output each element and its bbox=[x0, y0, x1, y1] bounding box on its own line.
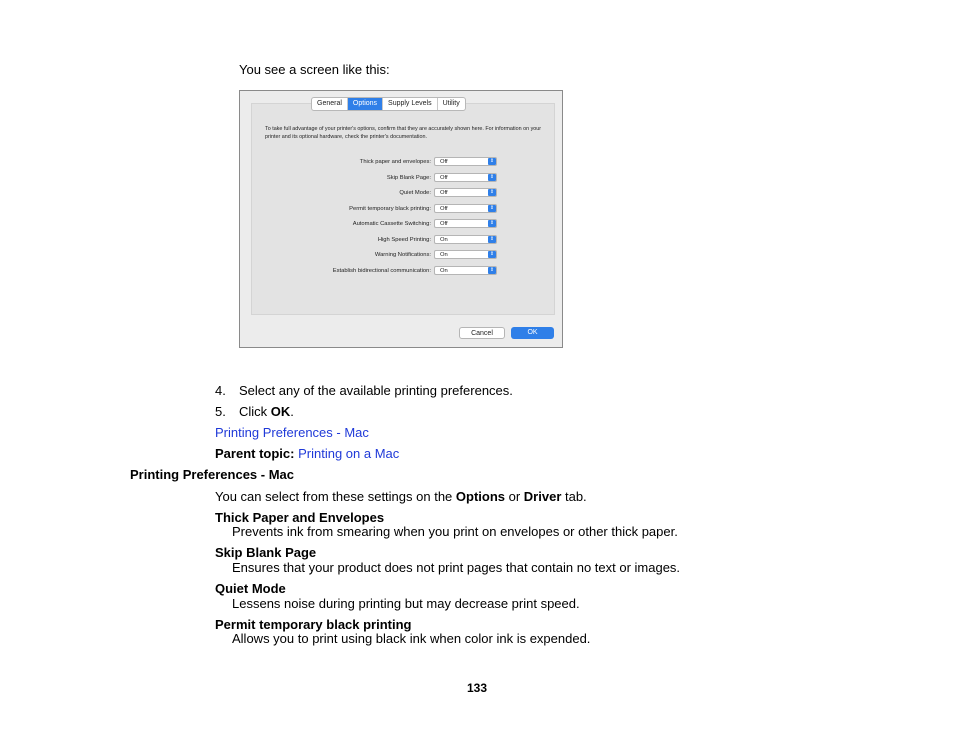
definition-term: Thick Paper and Envelopes bbox=[215, 510, 385, 525]
stepper-arrows-icon: ⇕ bbox=[489, 267, 495, 273]
option-value: On bbox=[440, 237, 448, 243]
intro-text: You see a screen like this: bbox=[239, 62, 390, 77]
cancel-button[interactable]: Cancel bbox=[459, 327, 505, 339]
option-label: Establish bidirectional communication: bbox=[332, 268, 431, 274]
parent-topic bbox=[215, 446, 399, 461]
option-select[interactable] bbox=[434, 235, 497, 244]
stepper-arrows-icon: ⇕ bbox=[489, 158, 495, 164]
stepper-arrows-icon: ⇕ bbox=[489, 174, 495, 180]
option-select[interactable] bbox=[434, 173, 497, 182]
option-row-high-speed bbox=[240, 235, 564, 245]
ok-button[interactable]: OK bbox=[511, 327, 554, 339]
step-number: 4. bbox=[215, 383, 226, 398]
option-label: Skip Blank Page: bbox=[386, 175, 431, 181]
tab-utility[interactable]: Utility bbox=[442, 100, 460, 107]
stepper-arrows-icon: ⇕ bbox=[489, 236, 495, 242]
option-row-quiet-mode bbox=[240, 188, 564, 198]
page-number: 133 bbox=[466, 681, 488, 695]
options-dialog-screenshot bbox=[239, 90, 563, 348]
stepper-arrows-icon: ⇕ bbox=[489, 205, 495, 211]
option-select[interactable] bbox=[434, 250, 497, 259]
option-select[interactable] bbox=[434, 219, 497, 228]
definition-desc: Ensures that your product does not print pages that contain no text or images. bbox=[232, 560, 681, 575]
option-label: Thick paper and envelopes: bbox=[359, 159, 431, 165]
tab-general[interactable]: General bbox=[312, 98, 348, 110]
tab-options[interactable]: Options bbox=[348, 98, 383, 110]
intro-options-tab: Options bbox=[455, 489, 505, 504]
definition-desc: Lessens noise during printing but may decrease print speed. bbox=[232, 596, 580, 611]
intro-post: tab. bbox=[561, 489, 587, 504]
option-label: High Speed Printing: bbox=[377, 237, 431, 243]
dialog-intro-text: To take full advantage of your printer's options, confirm that they are accurately shown here. For information on your printer and its optional hardware, check the printer's documentation. bbox=[265, 126, 542, 140]
option-value: Off bbox=[440, 190, 448, 196]
stepper-arrows-icon: ⇕ bbox=[489, 189, 495, 195]
option-row-warnings bbox=[240, 250, 564, 260]
step-text bbox=[239, 404, 294, 419]
parent-topic-link[interactable]: Printing on a Mac bbox=[298, 446, 400, 461]
tab-bar bbox=[311, 97, 466, 111]
option-value: On bbox=[440, 268, 448, 274]
option-value: Off bbox=[440, 221, 448, 227]
option-label: Automatic Cassette Switching: bbox=[352, 221, 431, 227]
option-select[interactable] bbox=[434, 157, 497, 166]
definition-desc: Prevents ink from smearing when you print on envelopes or other thick paper. bbox=[232, 524, 678, 539]
option-value: Off bbox=[440, 159, 448, 165]
option-label: Warning Notifications: bbox=[374, 252, 431, 258]
intro-mid: or bbox=[505, 489, 524, 504]
tab-supply-levels[interactable]: Supply Levels bbox=[383, 98, 438, 110]
step-number: 5. bbox=[215, 404, 226, 419]
related-topic-link[interactable]: Printing Preferences - Mac bbox=[215, 425, 369, 440]
intro-pre: You can select from these settings on the bbox=[215, 489, 456, 504]
step-text-bold: OK bbox=[270, 404, 291, 419]
stepper-arrows-icon: ⇕ bbox=[489, 251, 495, 257]
stepper-arrows-icon: ⇕ bbox=[489, 220, 495, 226]
option-row-bidirectional bbox=[240, 266, 564, 276]
option-value: On bbox=[440, 252, 448, 258]
definition-term: Skip Blank Page bbox=[215, 545, 317, 560]
intro-driver-tab: Driver bbox=[523, 489, 562, 504]
definition-term: Permit temporary black printing bbox=[215, 617, 412, 632]
step-text: Select any of the available printing preferences. bbox=[239, 383, 513, 398]
option-label: Permit temporary black printing: bbox=[349, 206, 431, 212]
section-intro bbox=[215, 489, 587, 504]
option-label: Quiet Mode: bbox=[399, 190, 431, 196]
step-text-pre: Click bbox=[239, 404, 271, 419]
parent-topic-label: Parent topic: bbox=[215, 446, 295, 461]
option-value: Off bbox=[440, 206, 448, 212]
option-value: Off bbox=[440, 175, 448, 181]
option-row-thick-paper bbox=[240, 157, 564, 167]
option-select[interactable] bbox=[434, 188, 497, 197]
option-row-permit-black bbox=[240, 204, 564, 214]
step-text-post: . bbox=[290, 404, 294, 419]
definition-desc: Allows you to print using black ink when color ink is expended. bbox=[232, 631, 591, 646]
section-heading: Printing Preferences - Mac bbox=[130, 467, 294, 482]
option-select[interactable] bbox=[434, 204, 497, 213]
definition-term: Quiet Mode bbox=[215, 581, 286, 596]
option-select[interactable] bbox=[434, 266, 497, 275]
option-row-skip-blank bbox=[240, 173, 564, 183]
option-row-cassette bbox=[240, 219, 564, 229]
